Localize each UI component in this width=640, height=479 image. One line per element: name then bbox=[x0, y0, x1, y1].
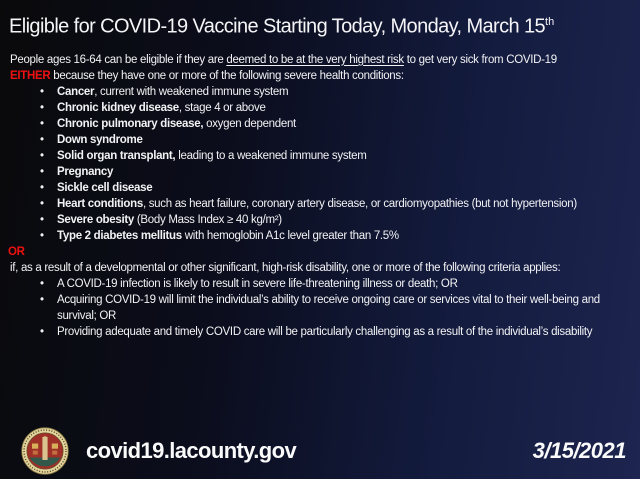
criteria-item bbox=[57, 276, 610, 292]
criteria-list bbox=[0, 276, 640, 340]
intro-pre-underline: People ages 16-64 can be eligible if they are bbox=[10, 53, 227, 66]
criteria-text: A COVID-19 infection is likely to result in severe life-threatening illness or death; OR bbox=[57, 277, 458, 290]
criteria-text: Acquiring COVID-19 will limit the individual’s ability to receive ongoing care or services vital to their well-being and survival; OR bbox=[57, 293, 600, 322]
footer-url: covid19.lacounty.gov bbox=[86, 438, 297, 463]
condition-item bbox=[57, 132, 610, 148]
either-rest: because they have one or more of the following severe health conditions: bbox=[50, 69, 404, 82]
condition-bold-text: Pregnancy bbox=[57, 165, 114, 178]
intro-post-underline: to get very sick from COVID-19 bbox=[403, 53, 557, 66]
condition-bold-text: Cancer bbox=[57, 85, 95, 98]
intro-underlined-phrase: deemed to be at the very highest risk bbox=[226, 53, 404, 66]
slide-title bbox=[0, 0, 640, 43]
intro-paragraph bbox=[0, 52, 640, 84]
criteria-text: Providing adequate and timely COVID care will be particularly challenging as a result of the individual’s disability bbox=[57, 325, 593, 338]
condition-bold-text: Severe obesity bbox=[57, 213, 134, 226]
either-label: EITHER bbox=[10, 69, 51, 82]
conditions-list bbox=[0, 84, 640, 244]
condition-bold-text: Heart conditions bbox=[57, 197, 143, 210]
condition-item bbox=[57, 84, 610, 100]
criteria-item bbox=[57, 324, 610, 340]
condition-item bbox=[57, 148, 610, 164]
condition-item bbox=[57, 180, 610, 196]
condition-rest-text: with hemoglobin A1c level greater than 7.5% bbox=[181, 229, 399, 242]
footer-date: 3/15/2021 bbox=[532, 438, 626, 463]
condition-item bbox=[57, 100, 610, 116]
condition-rest-text: leading to a weakened immune system bbox=[175, 149, 367, 162]
slide-title-superscript: th bbox=[545, 16, 555, 28]
condition-rest-text: , current with weakened immune system bbox=[94, 85, 289, 98]
condition-bold-text: Sickle cell disease bbox=[57, 181, 153, 194]
condition-bold-text: Chronic pulmonary disease, bbox=[57, 117, 204, 130]
condition-item bbox=[57, 228, 610, 244]
condition-item bbox=[57, 116, 610, 132]
slide-title-text: Eligible for COVID-19 Vaccine Starting Today, Monday, March 15 bbox=[9, 15, 546, 38]
slide-body bbox=[0, 43, 640, 340]
condition-bold-text: Solid organ transplant, bbox=[57, 149, 176, 162]
criteria-item bbox=[57, 292, 610, 324]
slide-footer bbox=[0, 423, 640, 479]
disability-intro-paragraph: if, as a result of a developmental or other significant, high-risk disability, one or more of the following criteria applies: bbox=[10, 261, 561, 274]
condition-rest-text: oxygen dependent bbox=[203, 117, 296, 130]
condition-rest-text: , stage 4 or above bbox=[178, 101, 266, 114]
condition-item bbox=[57, 164, 610, 180]
condition-bold-text: Down syndrome bbox=[57, 133, 143, 146]
condition-item bbox=[57, 196, 610, 212]
condition-bold-text: Type 2 diabetes mellitus bbox=[57, 229, 182, 242]
or-label: OR bbox=[8, 245, 25, 258]
condition-bold-text: Chronic kidney disease bbox=[57, 101, 179, 114]
condition-rest-text: (Body Mass Index ≥ 40 kg/m²) bbox=[134, 213, 282, 226]
condition-item bbox=[57, 212, 610, 228]
la-county-seal-icon bbox=[20, 426, 70, 476]
condition-rest-text: , such as heart failure, coronary artery disease, or cardiomyopathies (but not hypertension) bbox=[142, 197, 577, 210]
or-line bbox=[0, 244, 640, 260]
